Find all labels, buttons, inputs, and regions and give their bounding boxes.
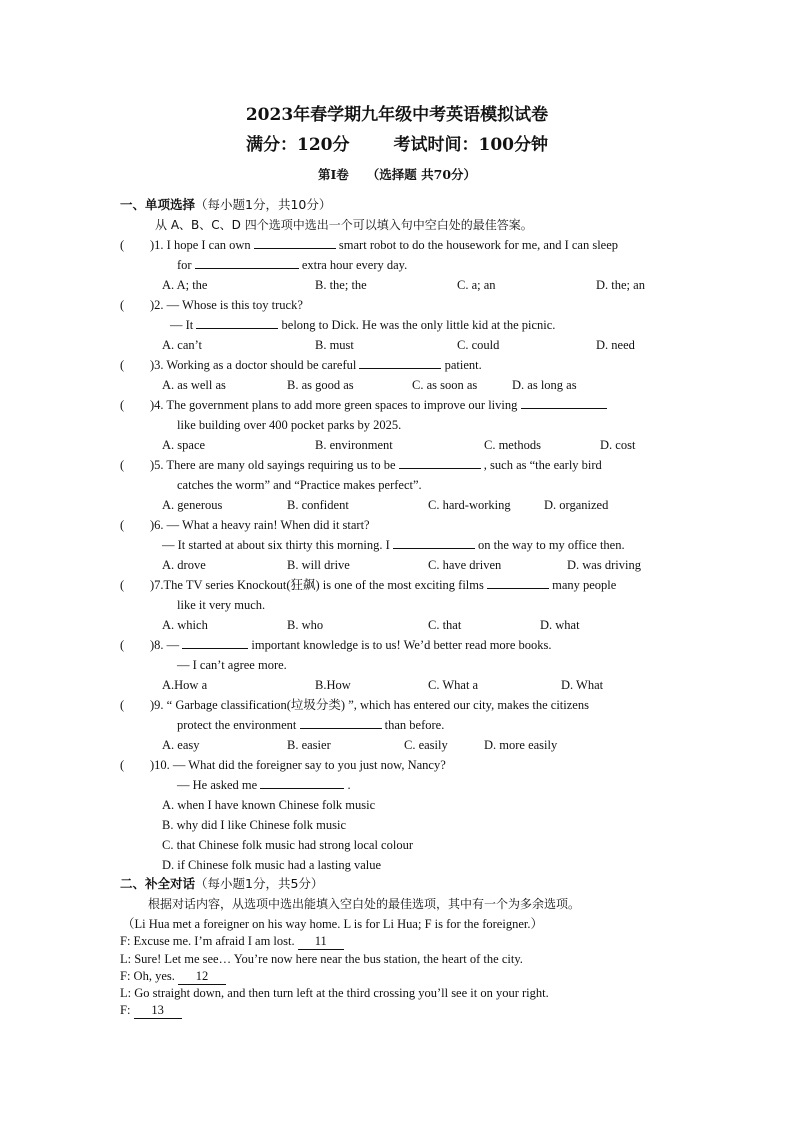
- answer-bracket: (: [120, 578, 125, 592]
- question-text: for: [177, 258, 192, 272]
- option-c: C. that: [428, 618, 462, 632]
- question-text: belong to Dick. He was the only little kid at the picnic.: [281, 318, 556, 332]
- option-c: C. easily: [404, 738, 448, 752]
- dialogue-line: [120, 933, 344, 950]
- option-b: B. the; the: [315, 278, 367, 292]
- question-10-line2: [177, 777, 351, 793]
- answer-blank: [521, 397, 607, 409]
- question-text: than before.: [384, 718, 445, 732]
- dialogue-line: [120, 968, 226, 985]
- option-b: B. easier: [287, 738, 331, 752]
- section2-title: 二、补全对话: [120, 876, 196, 891]
- answer-bracket: (: [120, 758, 125, 772]
- option-b: B.How: [315, 678, 351, 692]
- question-text: )1. I hope I can own: [150, 238, 251, 252]
- dialogue-line: L: Sure! Let me see… You’re now here near the bus station, the heart of the city.: [120, 952, 523, 966]
- dialogue-text: F:: [120, 1003, 131, 1017]
- answer-bracket: (: [120, 518, 125, 532]
- section1-title: 一、单项选择: [120, 197, 196, 212]
- question-text: )3. Working as a doctor should be careful: [150, 358, 357, 372]
- question-text: extra hour every day.: [301, 258, 408, 272]
- answer-bracket: (: [120, 638, 125, 652]
- option-d: D. organized: [544, 498, 609, 512]
- option-c: C. have driven: [428, 558, 502, 572]
- dialogue-context: （Li Hua met a foreigner on his way home. L is for Li Hua; F is for the foreigner.）: [122, 917, 543, 931]
- volume-label: [0, 165, 794, 183]
- answer-blank: [359, 357, 441, 369]
- option-c: C. a; an: [457, 278, 496, 292]
- option-b: B. why did I like Chinese folk music: [162, 818, 347, 832]
- option-c: C. as soon as: [412, 378, 478, 392]
- question-5-line2: catches the worm” and “Practice makes perfect”.: [177, 478, 422, 492]
- question-text: patient.: [444, 358, 482, 372]
- option-b: B. environment: [315, 438, 393, 452]
- answer-bracket: (: [120, 298, 125, 312]
- question-text: protect the environment: [177, 718, 297, 732]
- answer-blank: [399, 457, 481, 469]
- option-d: D. what: [540, 618, 580, 632]
- option-c: C. What a: [428, 678, 479, 692]
- option-d: D. if Chinese folk music had a lasting value: [162, 858, 382, 872]
- answer-bracket: (: [120, 238, 125, 252]
- option-a: A. which: [162, 618, 208, 632]
- section1-instruction: 从 A、B、C、D 四个选项中选出一个可以填入句中空白处的最佳答案。: [155, 218, 533, 232]
- question-text: smart robot to do the housework for me, and I can sleep: [338, 238, 619, 252]
- question-1-line2: [177, 257, 407, 273]
- answer-bracket: (: [120, 698, 125, 712]
- answer-blank: [196, 317, 278, 329]
- question-8-line2: — I can’t agree more.: [177, 658, 287, 672]
- exam-info: [0, 130, 794, 155]
- answer-bracket: (: [120, 458, 125, 472]
- question-text: important knowledge is to us! We’d better read more books.: [251, 638, 552, 652]
- option-b: B. as good as: [287, 378, 354, 392]
- question-text: — He asked me: [177, 778, 258, 792]
- option-b: B. will drive: [287, 558, 350, 572]
- answer-blank: [182, 637, 248, 649]
- question-6-line2: [162, 537, 625, 553]
- option-c: C. hard-working: [428, 498, 511, 512]
- exam-time: 考试时间：100分钟: [393, 135, 548, 155]
- question-text: )4. The government plans to add more green spaces to improve our living: [150, 398, 518, 412]
- dialogue-blank: 12: [178, 968, 226, 985]
- option-b: B. confident: [287, 498, 349, 512]
- question-text: — It: [170, 318, 194, 332]
- option-d: D. the; an: [596, 278, 645, 292]
- question-text: , such as “the early bird: [483, 458, 602, 472]
- option-b: B. who: [287, 618, 324, 632]
- option-b: B. must: [315, 338, 354, 352]
- question-text: .: [347, 778, 351, 792]
- question-text: )5. There are many old sayings requiring us to be: [150, 458, 396, 472]
- option-d: D. cost: [600, 438, 636, 452]
- exam-title: 2023年春学期九年级中考英语模拟试卷: [245, 105, 549, 125]
- option-a: A. drove: [162, 558, 206, 572]
- option-d: D. What: [561, 678, 604, 692]
- question-4-line2: like building over 400 pocket parks by 2025.: [177, 418, 402, 432]
- question-text: — It started at about six thirty this morning. I: [162, 538, 390, 552]
- dialogue-text: F: Oh, yes.: [120, 969, 175, 983]
- answer-bracket: (: [120, 398, 125, 412]
- section2-note: （每小题1分，共5分）: [195, 876, 324, 891]
- question-text: )7.The TV series Knockout(狂飙) is one of the most exciting films: [150, 578, 484, 592]
- volume-note: （选择题 共70分）: [366, 167, 477, 182]
- question-text: )9. “ Garbage classification(垃圾分类) ”, which has entered our city, makes the citizens: [150, 698, 589, 712]
- answer-blank: [300, 717, 382, 729]
- full-score: 满分：120分: [246, 135, 350, 155]
- question-7-line2: like it very much.: [177, 598, 266, 612]
- section2-instruction: 根据对话内容，从选项中选出能填入空白处的最佳选项，其中有一个为多余选项。: [148, 897, 581, 911]
- answer-blank: [393, 537, 475, 549]
- option-a: A. when I have known Chinese folk music: [162, 798, 376, 812]
- question-9-line2: [177, 717, 444, 733]
- dialogue-blank: 13: [134, 1002, 182, 1019]
- question-text: )10. — What did the foreigner say to you just now, Nancy?: [150, 758, 446, 772]
- answer-bracket: (: [120, 358, 125, 372]
- dialogue-blank: 11: [298, 933, 344, 950]
- option-a: A. can’t: [162, 338, 203, 352]
- volume-name: 第Ⅰ卷: [317, 167, 349, 182]
- option-d: D. was driving: [567, 558, 641, 572]
- dialogue-line: [120, 1002, 182, 1019]
- answer-blank: [260, 777, 344, 789]
- answer-blank: [195, 257, 299, 269]
- option-a: A. generous: [162, 498, 223, 512]
- question-text: )6. — What a heavy rain! When did it start?: [150, 518, 370, 532]
- section2-heading: [120, 876, 323, 892]
- answer-blank: [254, 237, 336, 249]
- question-text: )8. —: [150, 638, 180, 652]
- section1-heading: [120, 197, 331, 213]
- question-text: )2. — Whose is this toy truck?: [150, 298, 303, 312]
- option-a: A. space: [162, 438, 206, 452]
- option-c: C. could: [457, 338, 500, 352]
- option-d: D. as long as: [512, 378, 577, 392]
- option-c: C. methods: [484, 438, 541, 452]
- question-text: many people: [552, 578, 617, 592]
- question-2-line2: [170, 317, 555, 333]
- option-a: A.How a: [162, 678, 208, 692]
- option-d: D. need: [596, 338, 635, 352]
- answer-blank: [487, 577, 549, 589]
- dialogue-text: F: Excuse me. I’m afraid I am lost.: [120, 934, 295, 948]
- option-c: C. that Chinese folk music had strong local colour: [162, 838, 413, 852]
- option-d: D. more easily: [484, 738, 558, 752]
- question-text: on the way to my office then.: [478, 538, 625, 552]
- option-a: A. as well as: [162, 378, 226, 392]
- dialogue-line: L: Go straight down, and then turn left at the third crossing you’ll see it on your right.: [120, 986, 549, 1000]
- option-a: A. A; the: [162, 278, 208, 292]
- option-a: A. easy: [162, 738, 200, 752]
- section1-note: （每小题1分，共10分）: [195, 197, 332, 212]
